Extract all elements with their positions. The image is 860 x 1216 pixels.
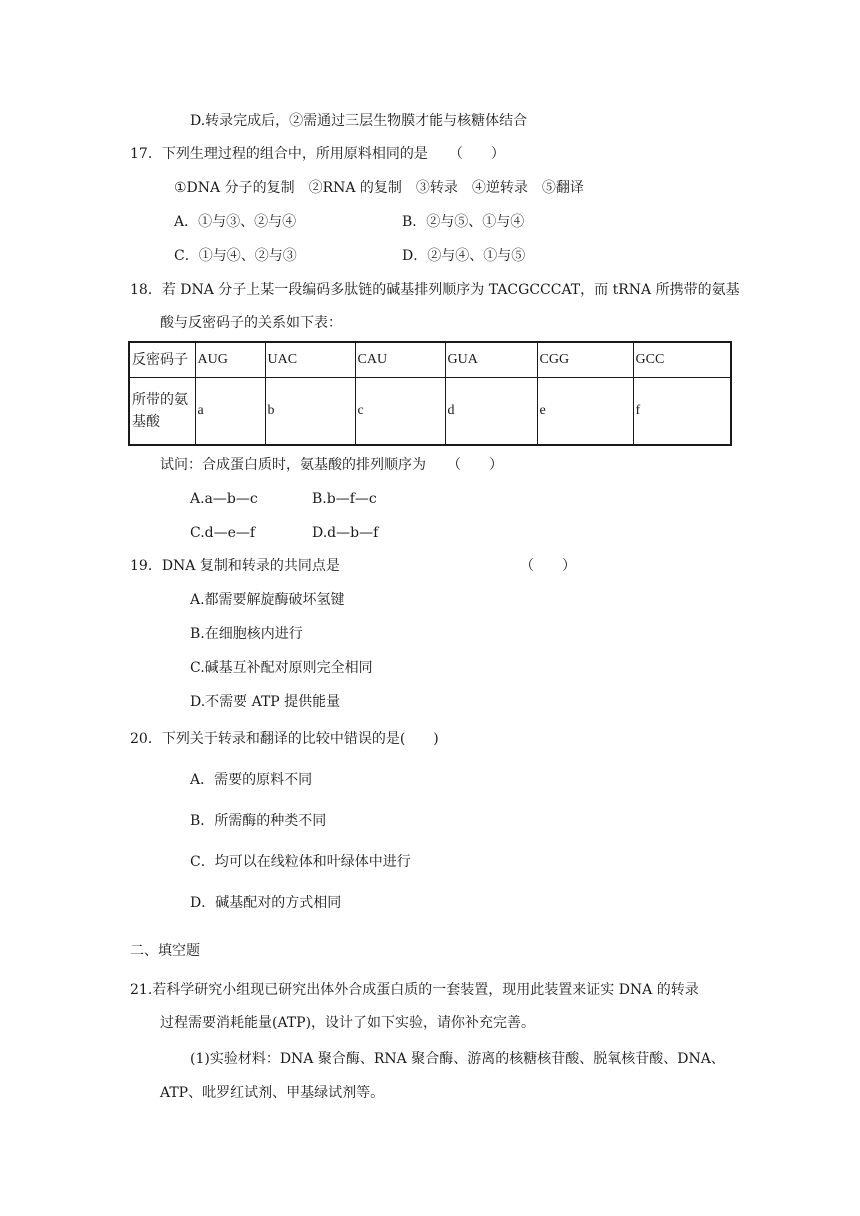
table-row-anticodon — [129, 342, 731, 378]
table-cell: GCC — [633, 342, 731, 378]
table-cell: CAU — [355, 342, 445, 378]
q18-question: 试问：合成蛋白质时，氨基酸的排列顺序为 （ ） — [160, 457, 503, 473]
table-cell: GUA — [445, 342, 537, 378]
q20-option-d: D．碱基配对的方式相同 — [190, 895, 342, 911]
q20-option-c: C．均可以在线粒体和叶绿体中进行 — [190, 854, 411, 870]
q18-stem-line2: 酸与反密码子的关系如下表： — [160, 315, 342, 331]
table-cell: CGG — [537, 342, 633, 378]
q21-materials-line2: ATP、吡罗红试剂、甲基绿试剂等。 — [160, 1085, 385, 1101]
q20-option-a: A．需要的原料不同 — [190, 772, 313, 788]
q19-option-d: D.不需要 ATP 提供能量 — [190, 694, 341, 710]
table-cell: AUG — [195, 342, 265, 378]
q19-stem: 19．DNA 复制和转录的共同点是 — [130, 558, 340, 574]
q20-option-b: B．所需酶的种类不同 — [190, 813, 327, 829]
table-cell: d — [445, 378, 537, 446]
q17-option-a: A．①与③、②与④ — [174, 214, 297, 230]
anticodon-table — [128, 341, 732, 446]
q19-option-c: C.碱基互补配对原则完全相同 — [190, 660, 373, 676]
q16-option-d: D.转录完成后，②需通过三层生物膜才能与核糖体结合 — [190, 113, 528, 129]
q18-option-d: D.d—b—f — [312, 525, 379, 541]
table-header-anticodon: 反密码子 — [129, 342, 195, 378]
q19-option-a: A.都需要解旋酶破坏氢键 — [190, 592, 345, 608]
q20-stem: 20．下列关于转录和翻译的比较中错误的是( ) — [130, 731, 439, 747]
q18-option-c: C.d—e—f — [190, 525, 256, 541]
q18-stem-line1: 18．若 DNA 分子上某一段编码多肽链的碱基排列顺序为 TACGCCCAT，而 tRNA 所携带的氨基 — [130, 282, 740, 298]
table-cell: a — [195, 378, 265, 446]
header-line: 基酸 — [132, 414, 160, 430]
q21-stem-line1: 21.若科学研究小组现已研究出体外合成蛋白质的一套装置，现用此装置来证实 DNA 的转录 — [130, 982, 699, 998]
q18-option-b: B.b—f—c — [312, 491, 377, 507]
table-header-amino-acid — [129, 378, 195, 446]
q17-option-b: B．②与⑤、①与④ — [402, 214, 525, 230]
table-cell: UAC — [265, 342, 355, 378]
q19-option-b: B.在细胞核内进行 — [190, 626, 303, 642]
q21-stem-line2: 过程需要消耗能量(ATP)，设计了如下实验，请你补充完善。 — [160, 1015, 536, 1031]
table-cell: e — [537, 378, 633, 446]
q17-option-c: C．①与④、②与③ — [174, 248, 297, 264]
section-title: 二、填空题 — [130, 943, 200, 959]
header-line: 所带的氨 — [132, 392, 188, 408]
q17-stem: 17．下列生理过程的组合中，所用原料相同的是 （ ） — [130, 146, 505, 162]
q19-answer-paren: （ ） — [520, 558, 576, 574]
table-row-amino-acid — [129, 378, 731, 446]
q17-option-d: D．②与④、①与⑤ — [402, 248, 526, 264]
q18-option-a: A.a—b—c — [190, 491, 258, 507]
table-cell: b — [265, 378, 355, 446]
q17-items: ①DNA 分子的复制 ②RNA 的复制 ③转录 ④逆转录 ⑤翻译 — [174, 180, 584, 196]
q21-materials-line1: (1)实验材料：DNA 聚合酶、RNA 聚合酶、游离的核糖核苷酸、脱氧核苷酸、DNA、 — [190, 1051, 725, 1067]
table-cell: c — [355, 378, 445, 446]
table-cell: f — [633, 378, 731, 446]
